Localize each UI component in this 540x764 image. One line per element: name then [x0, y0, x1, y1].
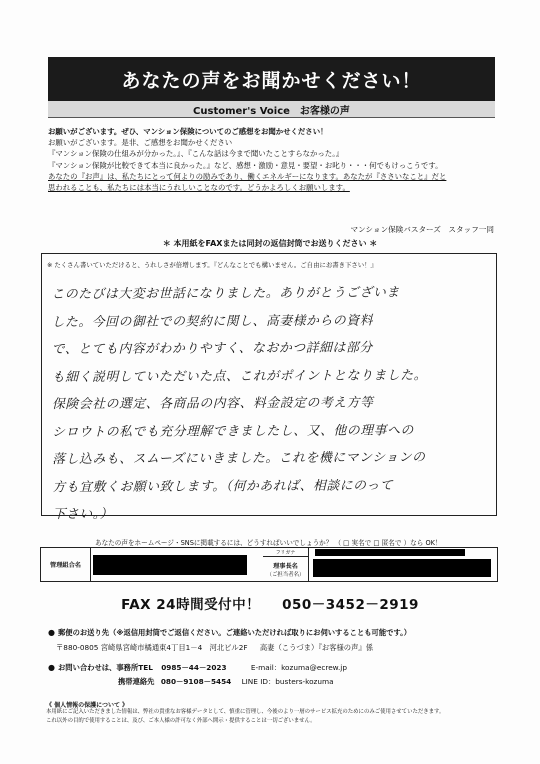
mail-recipient: 高妻（こうづま）『お客様の声』係	[259, 643, 373, 652]
staff-signoff: マンション保険バスターズ スタッフ一同	[350, 225, 494, 234]
line-id: busters-kozuma	[275, 677, 334, 686]
inquiry-title: お問い合わせは、事務所TEL	[57, 663, 153, 672]
inquiry-row	[48, 663, 347, 673]
handwritten-line: 方も宜敷くお願い致します。（何かあれば、相談にのって	[52, 477, 394, 495]
fax-label: FAX 24時間受付中！	[121, 597, 261, 613]
privacy-title: 《 個人情報の保護について 》	[46, 702, 129, 709]
handwritten-line: 落し込みも、スムーズにいきました。これを機にマンションの	[52, 450, 426, 468]
privacy-line: これ以外の目的で使用することは、及び、ご本人様の許可なく外部へ開示・提供することは一切ございません。	[46, 717, 316, 724]
chairman-sublabel: （ご担当者名）	[266, 571, 305, 578]
mail-title: 郵便のお送り先（※返信用封筒でご返信ください。ご連絡いただければ取りにお伺いすることも可能です。）	[57, 628, 412, 637]
furigana-redacted	[315, 549, 465, 556]
bullet-icon: ●	[48, 628, 55, 637]
intro-line: お願いがございます。是非、ご感想をお聞かせください	[48, 138, 233, 148]
mobile-row	[118, 677, 334, 687]
mail-title-row	[48, 628, 411, 638]
privacy-line: 本用紙にご記入いただきました情報は、弊社の貴重なお客様データとして、慎重に管理し、今後のより一層のサービス拡充のためにのみご使用させていただきます。	[46, 709, 445, 715]
intro-line: 思われることも、私たちには本当にうれしいことなのです。どうかよろしくお願いします。	[48, 183, 350, 193]
consent-question: あなたの声をホームページ・SNSに掲載するには、どうすればいいでしょうか？	[95, 539, 333, 547]
email-address[interactable]: kozuma@ecrew.jp	[281, 663, 347, 672]
handwritten-line: 下さい。）	[52, 506, 114, 523]
handwritten-line: も細く説明していただいた点、これがポイントとなりました。	[51, 367, 428, 385]
comment-area[interactable]	[41, 253, 497, 523]
handwritten-line: した。今回の御社での契約に関し、高妻様からの資料	[51, 312, 374, 330]
publish-consent	[95, 537, 442, 547]
form-subtitle: Customer's Voice お客様の声	[48, 101, 495, 118]
chairman-label-cell	[263, 557, 309, 581]
handwritten-line: で、とても内容がわかりやすく、なおかつ詳細は部分	[51, 340, 373, 358]
fax-line	[0, 593, 540, 613]
intro-line: お願いがございます。ぜひ、マンション保険についてのご感想をお聞かせください！	[48, 127, 328, 136]
intro-line: 『マンション保険の仕組みが分かった。』、『こんな話は今まで聞いたことすらなかった。』	[48, 149, 344, 159]
intro-line: 『マンション保険が比較できて本当に良かった。』など、感想・激励・意見・要望・お叱り・・・何でもけっこうです。	[48, 160, 443, 170]
association-name-redacted	[93, 555, 247, 575]
handwritten-comment	[51, 279, 492, 529]
mail-address-row	[56, 643, 373, 653]
furigana-label: フリガナ	[263, 548, 309, 557]
comment-instruction: ※ たくさん書いていただけると、うれしさが倍増します。『どんなことでも構いません。ご自由にお書き下さい！』	[47, 261, 377, 269]
handwritten-line: シロウトの私でも充分理解できましたし、又、他の理事への	[52, 422, 414, 440]
mobile-label: 携帯連絡先	[118, 677, 155, 686]
intro-text	[48, 126, 503, 193]
consent-real-name-checkbox[interactable]: （ □ 実名で	[334, 539, 372, 547]
intro-line: あなたの『お声』は、私たちにとって何よりの励みであり、働くエネルギーになります。あなたが『ささいなこと』だと	[48, 171, 447, 181]
mail-address: 〒880-0805 宮崎県宮崎市橘通東4丁目1－4 河北ビル2F	[56, 643, 248, 652]
consent-anonymous-checkbox[interactable]: □ 匿名で ）なら OK！	[373, 539, 442, 547]
privacy-text	[46, 708, 506, 725]
office-tel[interactable]: 0985－44－2023	[161, 663, 227, 672]
fax-number[interactable]: 050－3452－2919	[282, 597, 419, 613]
return-instruction: ＊ 本用紙をFAXまたは同封の返信封筒でお送りください ＊	[162, 239, 378, 248]
association-label: 管理組合名	[41, 548, 91, 581]
management-info-table	[40, 547, 498, 582]
handwritten-line: このたびは大変お世話になりました。ありがとうございま	[51, 285, 400, 303]
line-label: LINE ID：	[241, 677, 276, 686]
handwritten-line: 保険会社の選定、各商品の内容、料金設定の考え方等	[51, 395, 374, 413]
form-title: あなたの声をお聞かせください！	[48, 57, 495, 101]
mobile-number[interactable]: 080－9108－5454	[160, 677, 232, 686]
bullet-icon: ●	[48, 663, 55, 672]
chairman-label: 理事長名	[273, 562, 298, 570]
email-label: E-mail：	[250, 663, 282, 672]
chairman-name-redacted	[313, 559, 491, 577]
